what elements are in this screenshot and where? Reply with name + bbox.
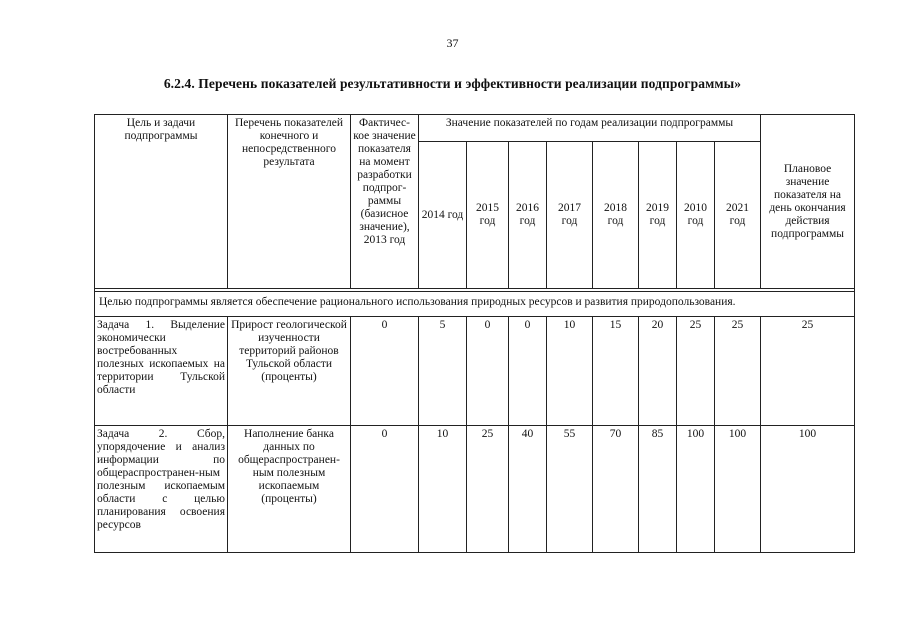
year-header: 2015 год: [467, 142, 509, 289]
header-row: [95, 115, 855, 142]
year-value-cell: 100: [715, 426, 761, 553]
year-header: 2019 год: [639, 142, 677, 289]
year-value-cell: 40: [509, 426, 547, 553]
actual-value-cell: 0: [351, 317, 419, 426]
year-value-cell: 0: [509, 317, 547, 426]
year-value-cell: 5: [419, 317, 467, 426]
goal-row: [95, 292, 855, 317]
year-value-cell: 25: [715, 317, 761, 426]
year-header: 2017 год: [547, 142, 593, 289]
task-cell: Задача 2. Сбор, упорядочение и анализ информации по общераспространен-ным полезным ископаемым области с целью планирования освоения ресурсов: [95, 426, 228, 553]
header-actual-value: Фактичес-кое значение показателя на момент разработки подпрог-раммы (базисное значение), 2013 год: [351, 115, 419, 289]
year-value-cell: 55: [547, 426, 593, 553]
table-row: [95, 426, 855, 553]
year-value-cell: 100: [677, 426, 715, 553]
goal-text: Целью подпрограммы является обеспечение рационального использования природных ресурсов и развития природопользования.: [95, 292, 855, 317]
header-indicators: Перечень показателей конечного и непосредственного результата: [228, 115, 351, 289]
year-header: 2010 год: [677, 142, 715, 289]
year-value-cell: 25: [677, 317, 715, 426]
header-values-by-years: Значение показателей по годам реализации подпрограммы: [419, 115, 761, 142]
indicator-cell: Наполнение банка данных по общераспространен-ным полезным ископаемым (проценты): [228, 426, 351, 553]
task-cell: Задача 1. Выделение экономически востребованных полезных ископаемых на территории Тульской области: [95, 317, 228, 426]
planned-value-cell: 100: [761, 426, 855, 553]
document-title: 6.2.4. Перечень показателей результативности и эффективности реализации подпрограммы»: [163, 76, 742, 91]
year-value-cell: 70: [593, 426, 639, 553]
page-number: 37: [446, 36, 459, 50]
year-value-cell: 25: [467, 426, 509, 553]
header-goal-tasks: Цель и задачи подпрограммы: [95, 115, 228, 289]
year-header: 2021 год: [715, 142, 761, 289]
indicators-table: [94, 114, 855, 553]
year-value-cell: 0: [467, 317, 509, 426]
header-planned-value: Плановое значение показателя на день окончания действия подпрограммы: [761, 115, 855, 289]
year-value-cell: 85: [639, 426, 677, 553]
year-value-cell: 15: [593, 317, 639, 426]
planned-value-cell: 25: [761, 317, 855, 426]
year-value-cell: 20: [639, 317, 677, 426]
indicator-cell: Прирост геологической изученности территорий районов Тульской области (проценты): [228, 317, 351, 426]
year-header: 2016 год: [509, 142, 547, 289]
table-row: [95, 317, 855, 426]
year-header: 2014 год: [419, 142, 467, 289]
actual-value-cell: 0: [351, 426, 419, 553]
year-value-cell: 10: [547, 317, 593, 426]
year-value-cell: 10: [419, 426, 467, 553]
year-header: 2018 год: [593, 142, 639, 289]
